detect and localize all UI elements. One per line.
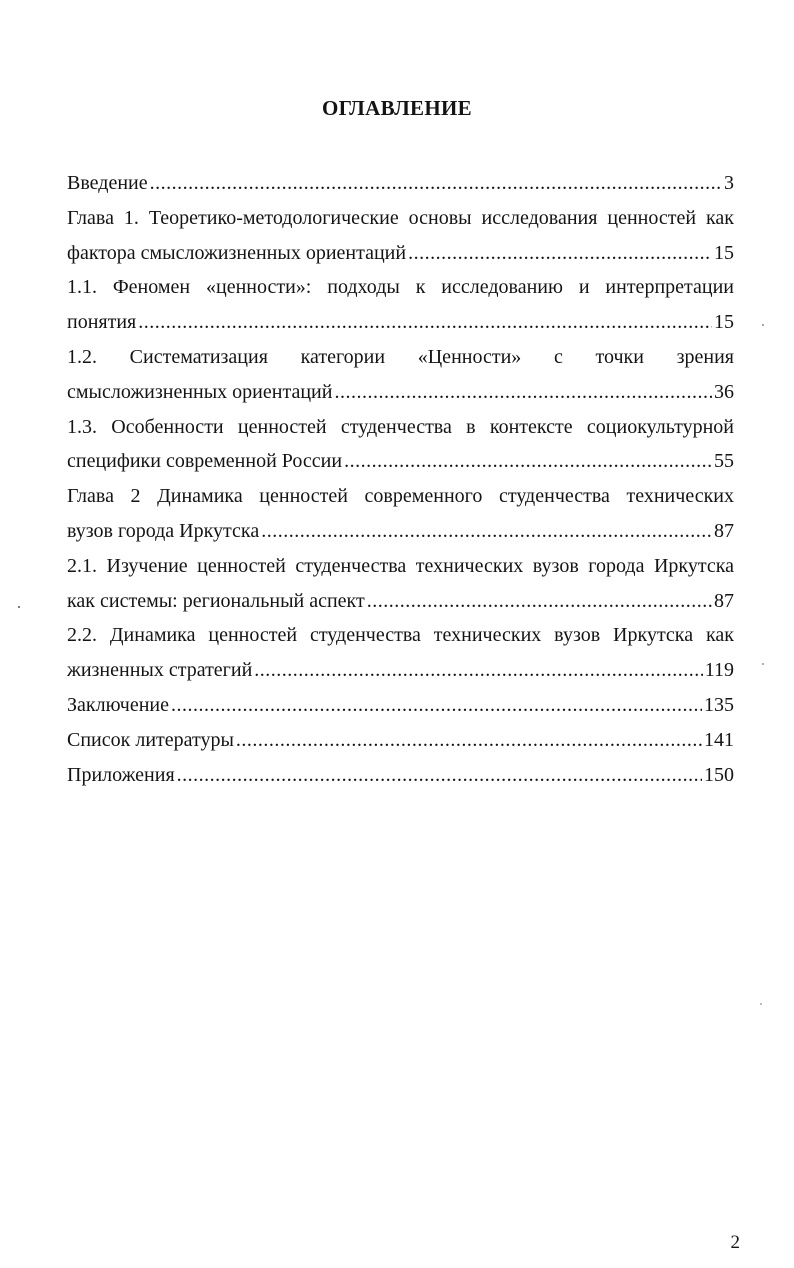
scan-speck [18, 606, 20, 608]
toc-page-number: 15 [714, 241, 734, 264]
dot-leader [254, 653, 702, 688]
toc-page-number: 150 [704, 763, 734, 786]
toc-entry-line [67, 305, 734, 340]
toc-entry-section-2-1[interactable] [67, 549, 734, 619]
toc-entry-line [67, 688, 734, 723]
toc-entry-title: вузов города Иркутска [67, 519, 260, 542]
toc-entry-title: Введение [67, 172, 148, 194]
dot-leader [177, 758, 702, 793]
dot-leader [408, 236, 712, 271]
toc-entry-section-1-3[interactable] [67, 410, 734, 480]
toc-entry-introduction[interactable] [67, 166, 734, 201]
toc-entry-line [67, 166, 734, 201]
toc-entry-section-1-2[interactable] [67, 340, 734, 410]
dot-leader [367, 584, 712, 619]
dot-leader [261, 514, 712, 549]
toc-entry-conclusion[interactable] [67, 688, 734, 723]
toc-page-number: 36 [714, 380, 734, 403]
toc-entry-title: жизненных стратегий [67, 659, 253, 682]
toc-entry-title: Список литературы [67, 728, 234, 751]
toc-entry-appendices[interactable] [67, 758, 734, 793]
dot-leader [236, 723, 702, 758]
toc-page-number: 55 [714, 450, 734, 473]
toc-entry-title-line: Глава 2 Динамика ценностей современного студенчества технических [67, 485, 734, 508]
page-title: ОГЛАВЛЕНИЕ [322, 96, 472, 120]
toc-entry-line [67, 375, 734, 410]
scan-speck [762, 324, 764, 326]
toc-entry-title: Приложения [67, 763, 175, 786]
toc-page-number: 15 [714, 311, 734, 334]
toc-entry-section-1-1[interactable] [67, 270, 734, 340]
toc-entry-line [67, 723, 734, 758]
toc-entry-chapter-1[interactable] [67, 201, 734, 271]
toc-entry-line [67, 584, 734, 619]
toc-entry-title-line: 2.1. Изучение ценностей студенчества технических вузов города Иркутска [67, 554, 734, 577]
toc-entry-section-2-2[interactable] [67, 618, 734, 688]
dot-leader [171, 688, 702, 723]
toc-entry-title: смысложизненных ориентаций [67, 380, 333, 403]
page-number: 2 [730, 1232, 740, 1253]
toc-entry-line [67, 758, 734, 793]
toc-entry-line [67, 653, 734, 688]
toc-entry-title: понятия [67, 311, 137, 334]
toc-entry-line [67, 514, 734, 549]
toc-page-number: 87 [714, 519, 734, 542]
toc-entry-title-line: 1.3. Особенности ценностей студенчества в контексте социокультурной [67, 415, 734, 438]
dot-leader [344, 444, 712, 479]
toc-entry-title-line: 2.2. Динамика ценностей студенчества технических вузов Иркутска как [67, 624, 734, 647]
toc-entry-title: как системы: региональный аспект [67, 589, 365, 612]
toc-entry-chapter-2[interactable] [67, 479, 734, 549]
toc-entry-title: фактора смысложизненных ориентаций [67, 241, 407, 264]
toc-page-number: 141 [704, 728, 734, 751]
toc-page-number: 3 [724, 172, 734, 194]
toc-entry-title: специфики современной России [67, 450, 343, 473]
dot-leader [150, 166, 722, 201]
toc-entry-line [67, 444, 734, 479]
toc-page-number: 119 [704, 659, 734, 682]
toc-entry-title-line: 1.1. Феномен «ценности»: подходы к исследованию и интерпретации [67, 276, 734, 299]
toc-entry-title-line: Глава 1. Теоретико-методологические основы исследования ценностей как [67, 206, 734, 229]
table-of-contents [67, 166, 734, 792]
toc-entry-line [67, 236, 734, 271]
scan-speck [762, 663, 764, 665]
toc-entry-title: Заключение [67, 693, 169, 716]
dot-leader [334, 375, 712, 410]
dot-leader [138, 305, 712, 340]
toc-page-number: 135 [704, 693, 734, 716]
toc-entry-title-line: 1.2. Систематизация категории «Ценности» с точки зрения [67, 345, 734, 368]
toc-entry-references[interactable] [67, 723, 734, 758]
scan-speck [760, 1003, 762, 1005]
toc-page-number: 87 [714, 589, 734, 612]
